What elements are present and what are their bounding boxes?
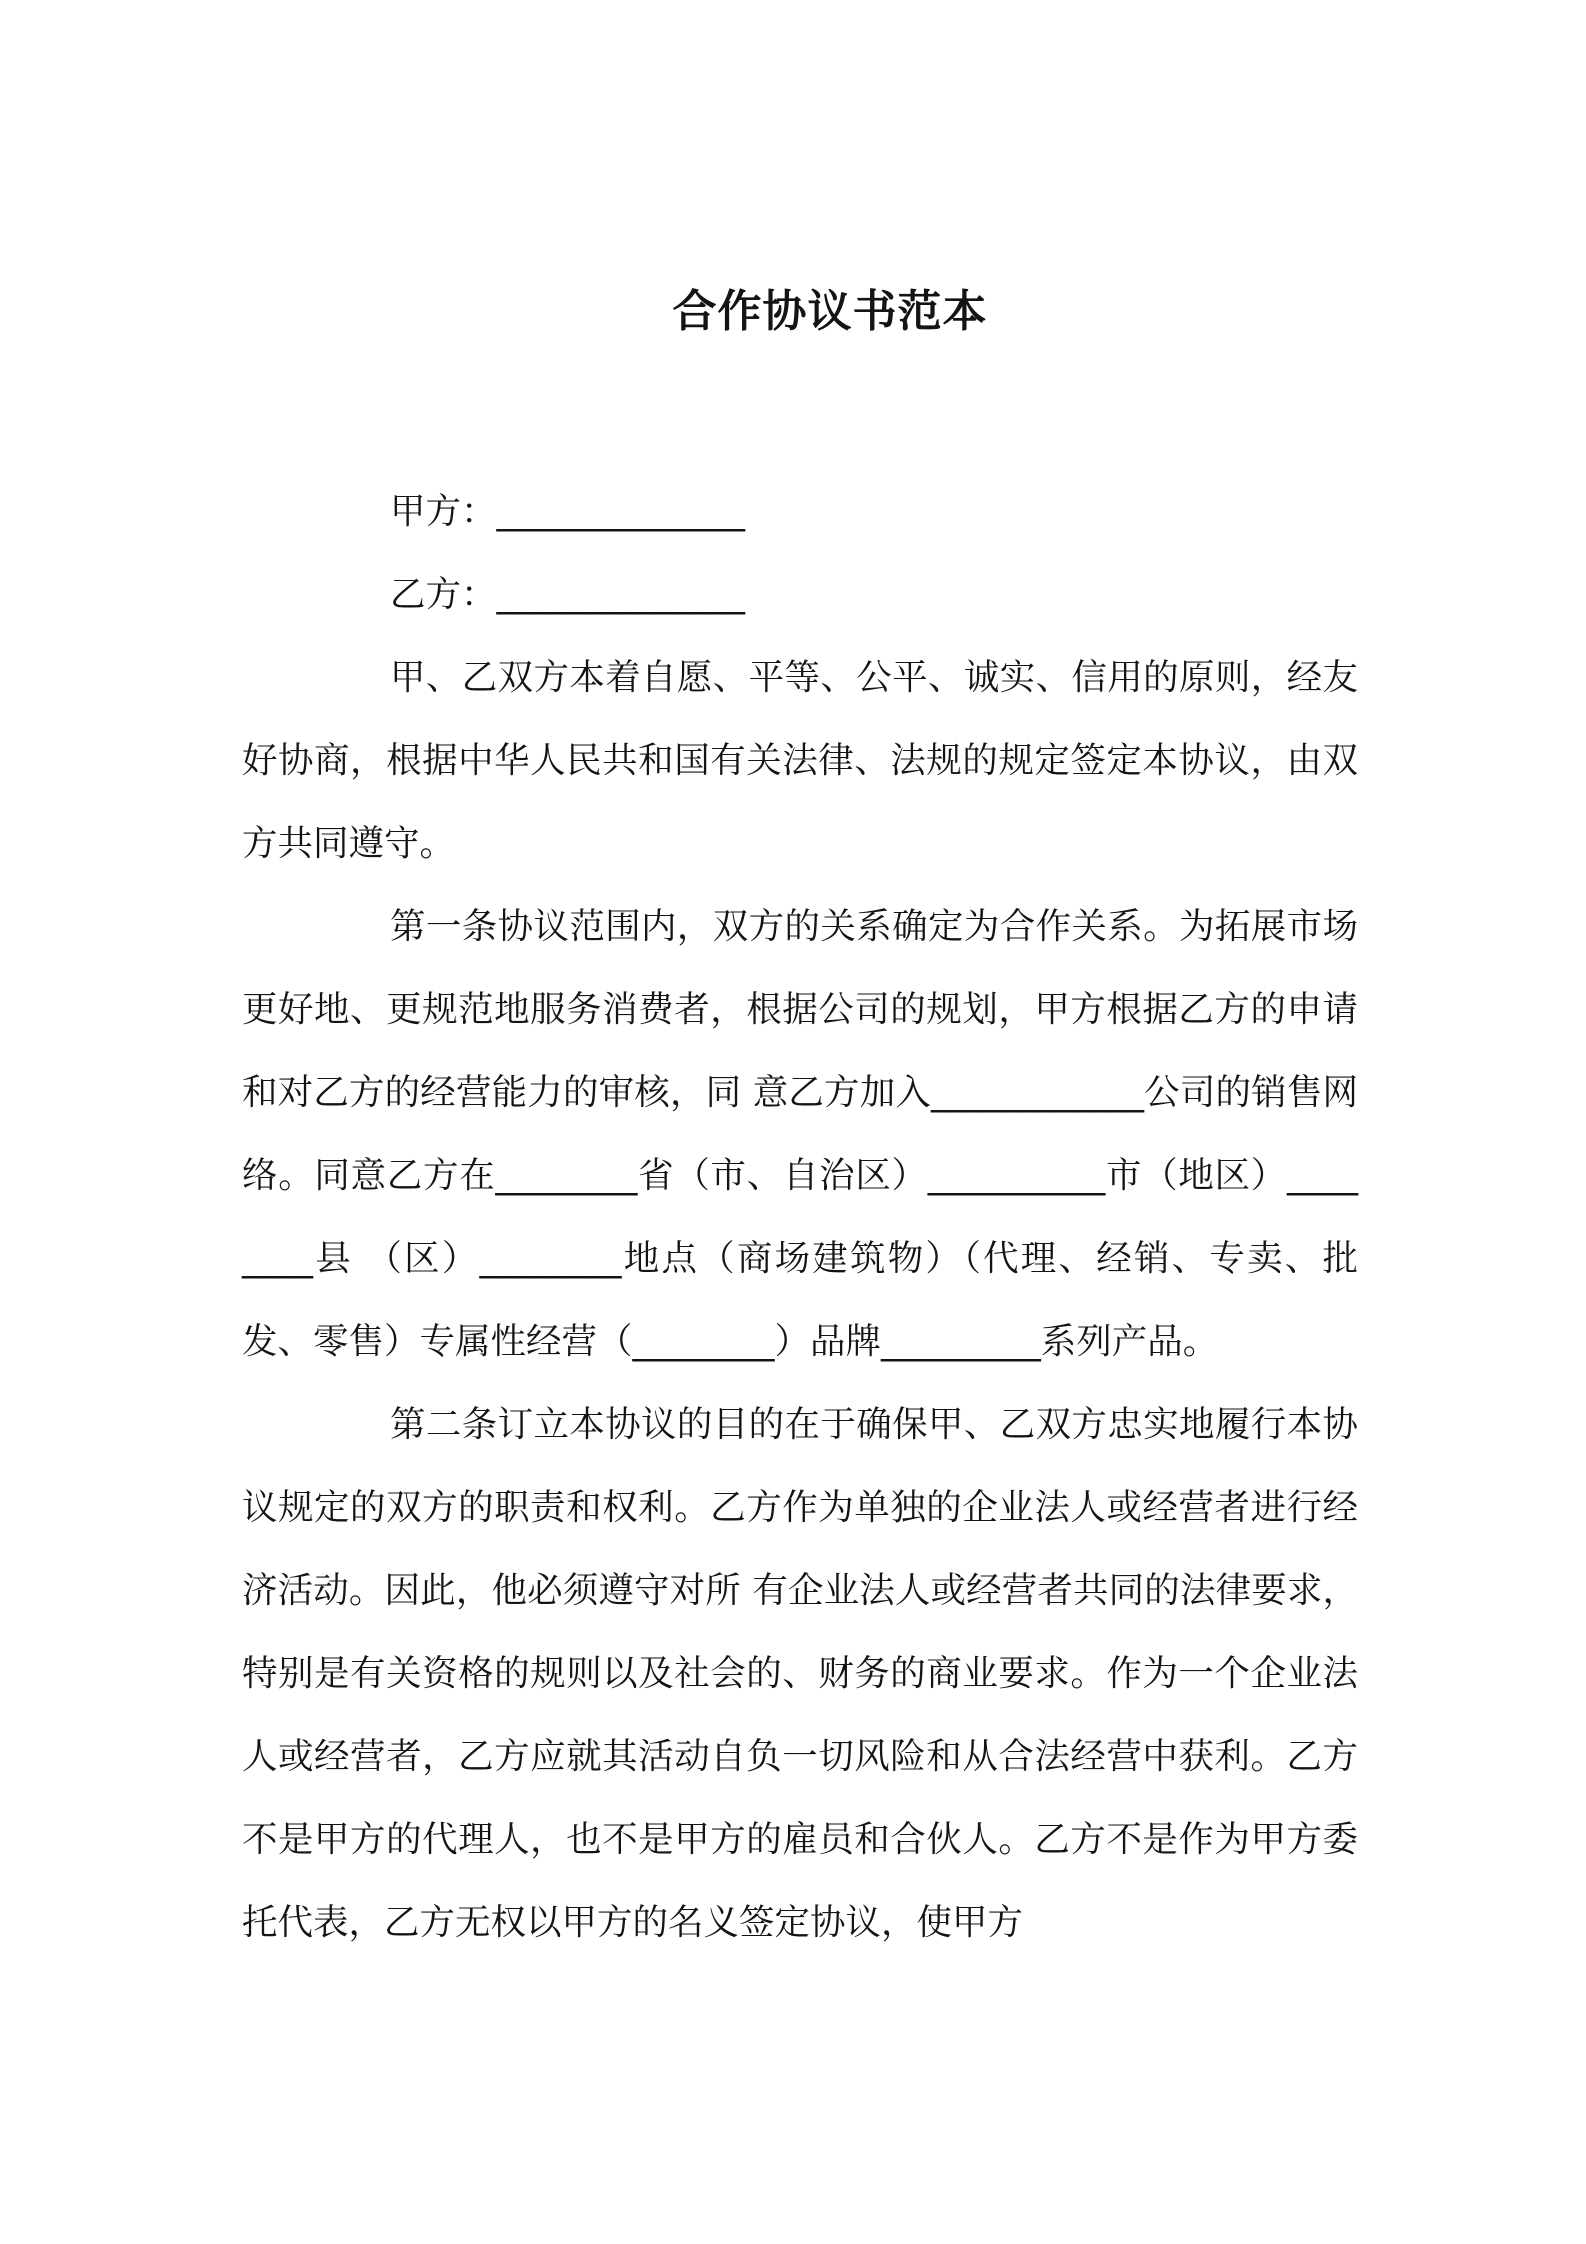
document-body (242, 470, 1358, 1964)
paragraph-preamble: 甲、乙双方本着自愿、平等、公平、诚实、信用的原则，经友好协商，根据中华人民共和国有关法律、法规的规定签定本协议，由双方共同遵守。 (242, 657, 1358, 864)
document-title: 合作协议书范本 (672, 286, 988, 337)
party-b-line: 乙方：______________ (390, 574, 746, 615)
paragraph-article-2: 第二条订立本协议的目的在于确保甲、乙双方忠实地履行本协议规定的双方的职责和权利。乙方作为单独的企业法人或经营者进行经济活动。因此，他必须遵守对所 有企业法人或经营者共同的法律要求，特别是有关资格的规则以及社会的、财务的商业要求。作为一个企业法人或经营者，乙方应就其活动自负一切风险和从合法经营中获利。乙方不是甲方的代理人，也不是甲方的雇员和合伙人。乙方不是作为甲方委托代表，乙方无权以甲方的名义签定协议，使甲方 (242, 1404, 1358, 1943)
paragraph-article-1: 第一条协议范围内，双方的关系确定为合作关系。为拓展市场更好地、更规范地服务消费者，根据公司的规划，甲方根据乙方的申请和对乙方的经营能力的审核，同 意乙方加入____________公司的销售网络。同意乙方在________省（市、自治区）__________市（地区）________县 （区）________地点（商场建筑物）（代理、经销、专卖、批发、零售）专属性经营（________）品牌_________系列产品。 (242, 906, 1358, 1362)
party-a-line: 甲方：______________ (390, 491, 746, 532)
